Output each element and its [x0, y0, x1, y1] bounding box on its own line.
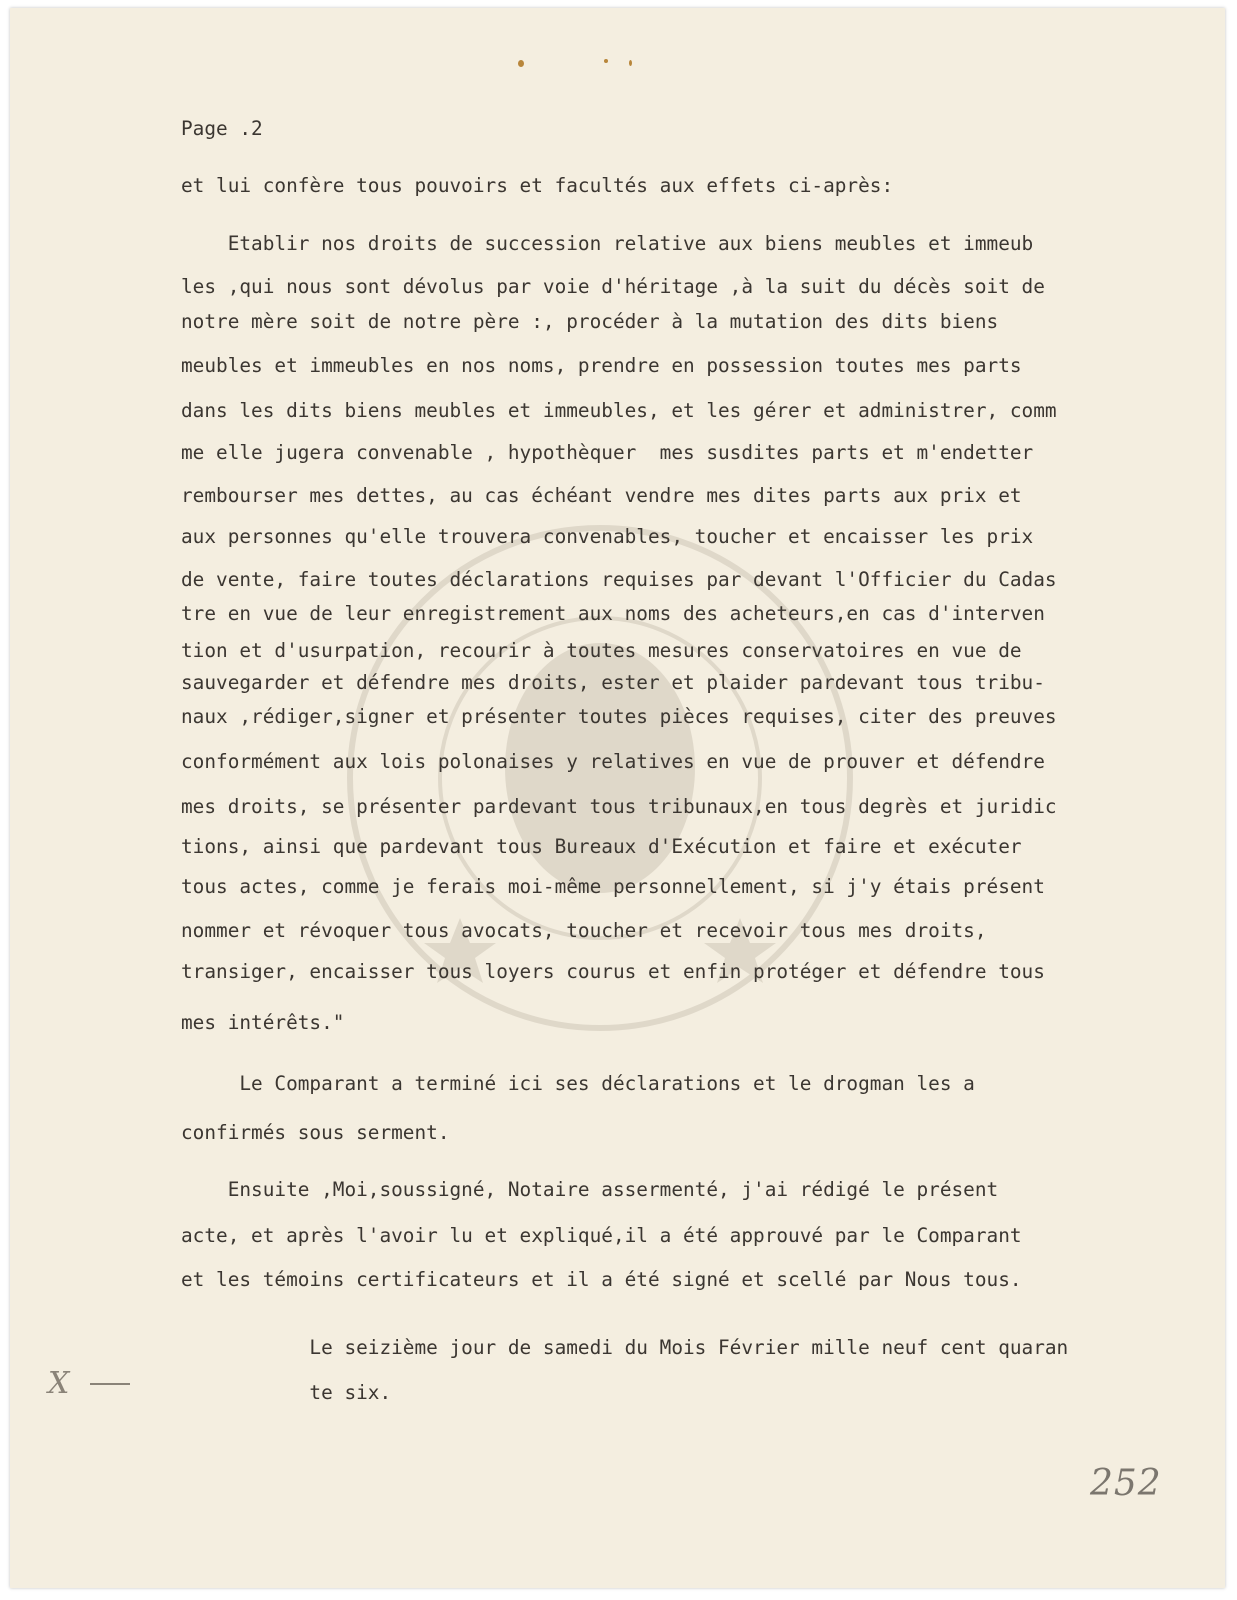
- text-line: les ,qui nous sont dévolus par voie d'héritage ,à la suit du décès soit de: [181, 275, 1045, 298]
- text-line: tous actes, comme je ferais moi-même personnellement, si j'y étais présent: [181, 875, 1045, 898]
- document-page: [10, 8, 1225, 1588]
- text-line: Etablir nos droits de succession relative aux biens meubles et immeub: [181, 232, 1034, 255]
- text-line: acte, et après l'avoir lu et expliqué,il a été approuvé par le Comparant: [181, 1224, 1022, 1247]
- text-line: conformément aux lois polonaises y relatives en vue de prouver et défendre: [181, 750, 1045, 773]
- paper-speck: [518, 60, 524, 67]
- text-line: et lui confère tous pouvoirs et facultés aux effets ci-après:: [181, 174, 894, 197]
- text-line: tre en vue de leur enregistrement aux noms des acheteurs,en cas d'interven: [181, 602, 1045, 625]
- text-line: me elle jugera convenable , hypothèquer mes susdites parts et m'endetter: [181, 441, 1034, 464]
- text-line: rembourser mes dettes, au cas échéant vendre mes dites parts aux prix et: [181, 484, 1022, 507]
- text-line: mes intérêts.": [181, 1011, 345, 1034]
- text-line: transiger, encaisser tous loyers courus et enfin protéger et défendre tous: [181, 960, 1045, 983]
- text-line: de vente, faire toutes déclarations requises par devant l'Officier du Cadas: [181, 568, 1057, 591]
- text-line: mes droits, se présenter pardevant tous tribunaux,en tous degrès et juridic: [181, 795, 1057, 818]
- text-line: sauvegarder et défendre mes droits, ester et plaider pardevant tous tribu-: [181, 671, 1045, 694]
- text-line: tions, ainsi que pardevant tous Bureaux d'Exécution et faire et exécuter: [181, 835, 1022, 858]
- text-line: aux personnes qu'elle trouvera convenables, toucher et encaisser les prix: [181, 525, 1034, 548]
- text-line: Le seizième jour de samedi du Mois Février mille neuf cent quaran: [181, 1336, 1069, 1359]
- text-line: confirmés sous serment.: [181, 1121, 450, 1144]
- paper-speck: [629, 60, 632, 66]
- text-line: meubles et immeubles en nos noms, prendre en possession toutes mes parts: [181, 354, 1022, 377]
- text-line: tion et d'usurpation, recourir à toutes mesures conservatoires en vue de: [181, 639, 1022, 662]
- text-line: nommer et révoquer tous avocats, toucher et recevoir tous mes droits,: [181, 919, 987, 942]
- text-line: Le Comparant a terminé ici ses déclarations et le drogman les a: [181, 1072, 975, 1095]
- text-line: naux ,rédiger,signer et présenter toutes pièces requises, citer des preuves: [181, 705, 1057, 728]
- text-line: dans les dits biens meubles et immeubles, et les gérer et administrer, comm: [181, 399, 1057, 422]
- text-line: te six.: [181, 1381, 392, 1404]
- paper-speck: [604, 59, 608, 63]
- text-line: et les témoins certificateurs et il a été signé et scellé par Nous tous.: [181, 1268, 1022, 1291]
- folio-number: 252: [1090, 1463, 1162, 1504]
- margin-mark: X: [48, 1366, 70, 1401]
- page-label: Page .2: [181, 117, 263, 140]
- text-line: Ensuite ,Moi,soussigné, Notaire assermenté, j'ai rédigé le présent: [181, 1178, 999, 1201]
- margin-dash: [90, 1383, 130, 1385]
- text-line: notre mère soit de notre père :, procéder à la mutation des dits biens: [181, 310, 999, 333]
